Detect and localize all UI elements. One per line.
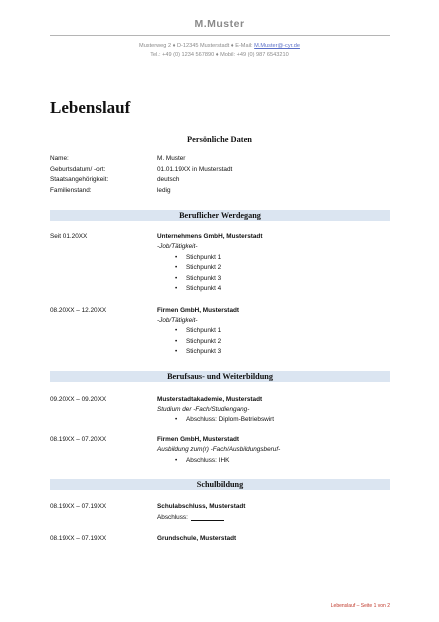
personal-value: ledig — [157, 187, 171, 194]
page-footer: Lebenslauf – Seite 1 von 2 — [330, 603, 390, 609]
school-name: Grundschule, Musterstadt — [157, 535, 237, 542]
bullet-icon: • — [175, 264, 178, 271]
career-point: Stichpunkt 2 — [186, 264, 222, 271]
career-role: -Job/Tätigkeit- — [157, 243, 198, 250]
education-institution: Musterstadtakademie, Musterstadt — [157, 396, 263, 403]
bullet-icon: • — [175, 285, 178, 292]
header-address-line — [0, 43, 439, 49]
blank-underline — [191, 514, 224, 521]
personal-label: Staatsangehörigkeit: — [50, 176, 109, 183]
education-point: Abschluss: IHK — [186, 457, 230, 464]
school-detail — [157, 514, 224, 521]
school-date: 08.19XX – 07.19XX — [50, 503, 107, 510]
career-point: Stichpunkt 1 — [186, 254, 222, 261]
career-point: Stichpunkt 3 — [186, 348, 222, 355]
education-date: 09.20XX – 09.20XX — [50, 396, 107, 403]
career-employer: Unternehmens GmbH, Musterstadt — [157, 233, 263, 240]
header-email-link[interactable]: M.Muster@-cyr.de — [254, 43, 300, 49]
bullet-icon: • — [175, 348, 178, 355]
header-name: M.Muster — [194, 18, 245, 30]
header-phone-line: Tel.: +49 (0) 1234 567890 ♦ Mobil: +49 (0) 987 6543210 — [150, 52, 289, 58]
section-heading-career: Beruflicher Werdegang — [50, 210, 390, 221]
school-date: 08.19XX – 07.19XX — [50, 535, 107, 542]
header-divider — [50, 35, 390, 36]
career-role: -Job/Tätigkeit- — [157, 317, 198, 324]
personal-value: M. Muster — [157, 155, 186, 162]
career-date: 08.20XX – 12.20XX — [50, 307, 107, 314]
personal-value: deutsch — [157, 176, 180, 183]
bullet-icon: • — [175, 416, 178, 423]
career-point: Stichpunkt 3 — [186, 275, 222, 282]
section-heading-school: Schulbildung — [50, 479, 390, 490]
header-address: Musterweg 2 ♦ D-12345 Musterstadt ♦ E-Mail: — [139, 43, 255, 49]
education-point: Abschluss: Diplom-Betriebswirt — [186, 416, 275, 423]
career-date: Seit 01.20XX — [50, 233, 88, 240]
section-heading-education: Berufsaus- und Weiterbildung — [50, 371, 390, 382]
bullet-icon: • — [175, 327, 178, 334]
bullet-icon: • — [175, 457, 178, 464]
school-name: Schulabschluss, Musterstadt — [157, 503, 246, 510]
bullet-icon: • — [175, 338, 178, 345]
education-subject: Ausbildung zum(r) -Fach/Ausbildungsberuf- — [157, 446, 281, 453]
personal-label: Name: — [50, 155, 69, 162]
bullet-icon: • — [175, 275, 178, 282]
personal-label: Geburtsdatum/ -ort: — [50, 166, 106, 173]
section-heading-personal: Persönliche Daten — [187, 135, 252, 144]
personal-value: 01.01.19XX in Musterstadt — [157, 166, 233, 173]
document-title: Lebenslauf — [50, 98, 131, 117]
career-point: Stichpunkt 1 — [186, 327, 222, 334]
education-date: 08.19XX – 07.20XX — [50, 436, 107, 443]
education-subject: Studium der -Fach/Studiengang- — [157, 406, 250, 413]
bullet-icon: • — [175, 254, 178, 261]
career-employer: Firmen GmbH, Musterstadt — [157, 307, 240, 314]
school-detail-label: Abschluss: — [157, 514, 188, 521]
personal-label: Familienstand: — [50, 187, 92, 194]
career-point: Stichpunkt 4 — [186, 285, 222, 292]
career-point: Stichpunkt 2 — [186, 338, 222, 345]
education-institution: Firmen GmbH, Musterstadt — [157, 436, 240, 443]
